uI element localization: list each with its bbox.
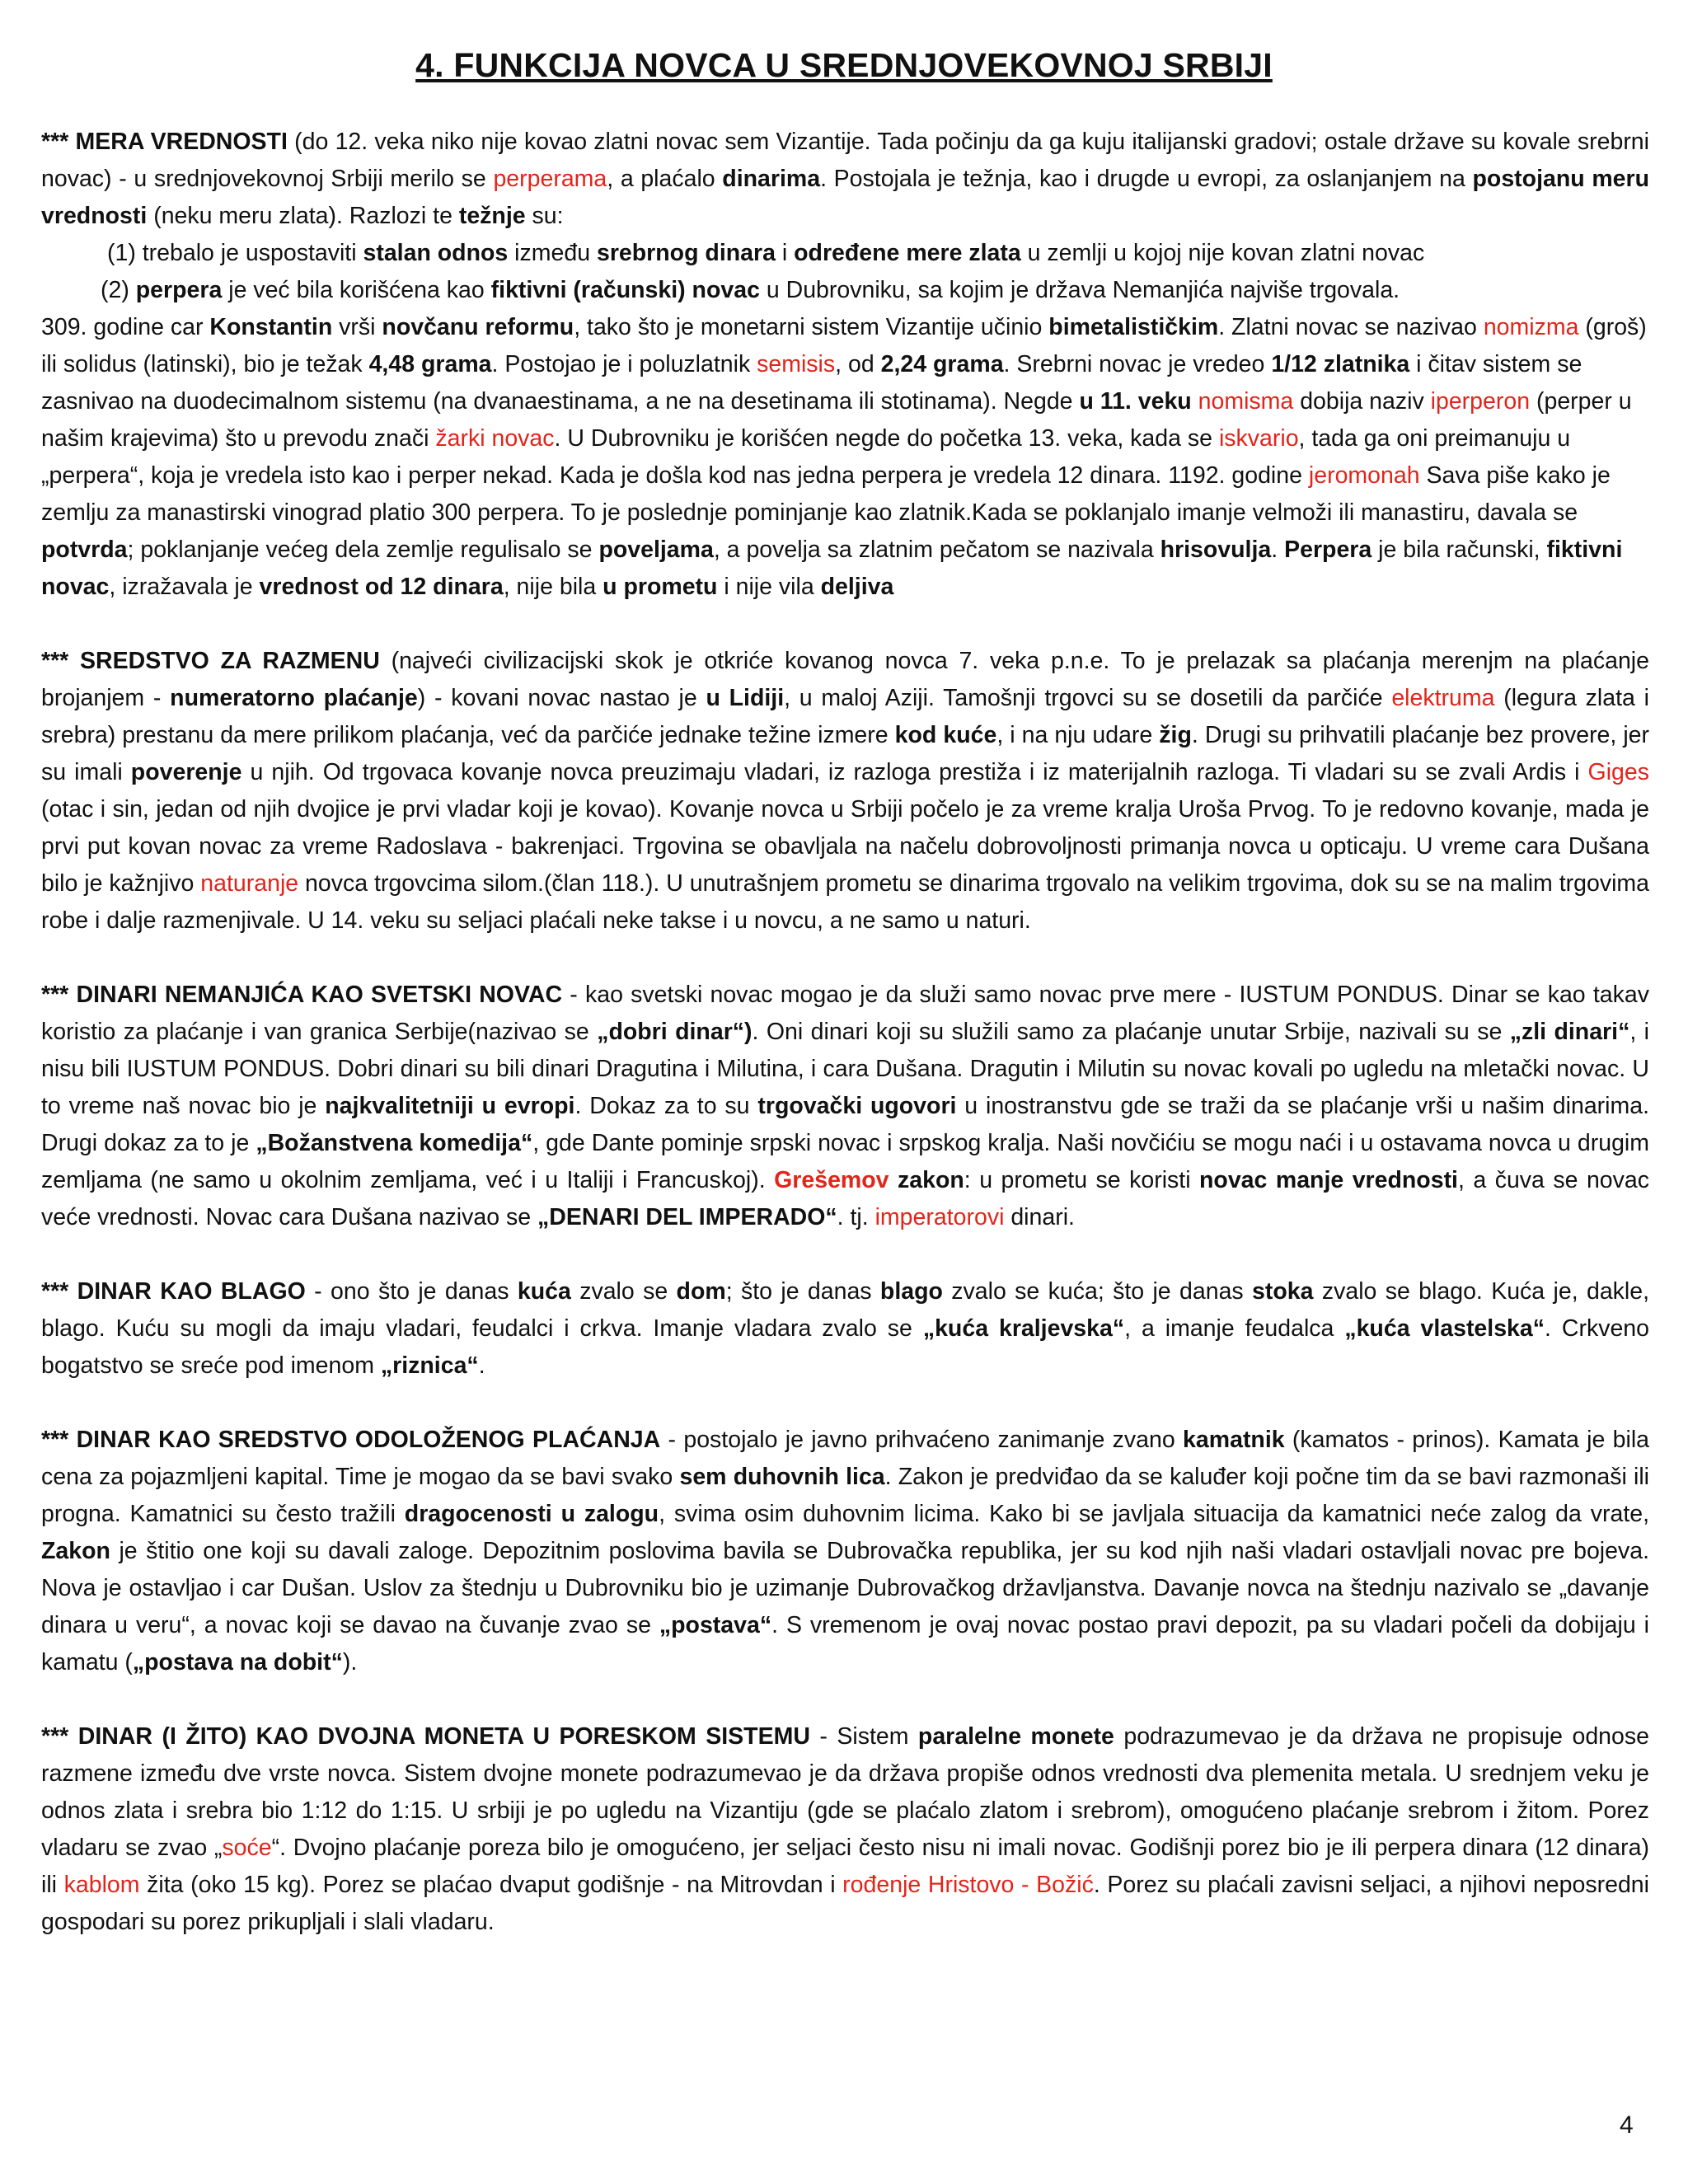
text-run: (do 12. veka niko nije kovao zlatni novac sem Vizantije. Tada počinju da ga kuju italijanski gradovi; ostale države su kovale srebrni novac) - u srednjovekovnoj Srbiji merilo se (41, 129, 1649, 192)
bold-term: srebrnog dinara (596, 240, 776, 266)
bold-term: numeratorno plaćanje (170, 685, 418, 711)
text-run: u inostranstvu gde se traži da se plaćanje vrši u našim dinarima. Drugi dokaz za to je (41, 1093, 1650, 1156)
text-run: je bila računski, (1372, 537, 1547, 563)
bold-term: u Lidiji (706, 685, 785, 711)
bold-term: deljiva (820, 574, 894, 600)
text-run: zvalo se kuća; što je danas (942, 1278, 1253, 1305)
section-sredstvo-za-razmenu (41, 643, 1649, 940)
bold-term: *** DINAR (I ŽITO) KAO DVOJNA MONETA U PORESKOM SISTEMU (41, 1723, 810, 1750)
highlighted-term: jeromonah (1308, 462, 1420, 489)
highlighted-term: iskvario (1218, 425, 1299, 452)
bold-term: 1/12 zlatnika (1271, 351, 1410, 377)
bold-term: Perpera (1284, 537, 1372, 563)
text-run: , a povelja sa zlatnim pečatom se nazivala (713, 537, 1160, 563)
text-run: (1) trebalo je uspostaviti (107, 240, 363, 266)
text-run: , tako što je monetarni sistem Vizantije učinio (574, 314, 1049, 340)
bold-term: paralelne monete (917, 1723, 1114, 1750)
text-run: je štitio one koji su davali zaloge. Depozitnim poslovima bavila se Dubrovačka republika, jer su kod njih naši vladari ostavljali novac pre bojeva. Nova je ostavljao i car Dušan. Uslov za štednju u Dubrovniku bio je uzimanje Dubrovačkog državljanstva. Davanje novca na štednju nazivalo se „davanje dinara u veru“, a novac koji se davao na čuvanje zvao se (41, 1538, 1649, 1638)
section-dinar-kao-blago (41, 1273, 1649, 1385)
bold-term: „postava na dobit“ (132, 1649, 343, 1675)
bold-term: u prometu (603, 574, 718, 600)
section-dinari-nemanjica (41, 977, 1649, 1236)
bold-term: stoka (1252, 1278, 1314, 1305)
bold-term: kuća (517, 1278, 571, 1305)
bold-term: „kuća vlastelska“ (1344, 1315, 1545, 1342)
text-run (1192, 388, 1198, 415)
text-run: . Porez su plaćali zavisni seljaci, a njihovi neposredni gospodari su porez prikupljali i slali vladaru. (41, 1872, 1649, 1935)
bold-term: kod kuće (894, 722, 997, 748)
bold-term: blago (879, 1278, 943, 1305)
bold-term: bimetalističkim (1048, 314, 1219, 340)
text-run: . Crkveno bogatstvo se sreće pod imenom (41, 1315, 1649, 1379)
page-title: 4. FUNKCIJA NOVCA U SREDNJOVEKOVNOJ SRBIJI (415, 46, 1273, 84)
text-run: (neku meru zlata). Razlozi te (147, 203, 459, 229)
highlighted-term: perperama (493, 166, 607, 192)
text-run: : u prometu se koristi (964, 1167, 1200, 1193)
bold-term: vrednost od 12 dinara (259, 574, 504, 600)
text-run: i nije vila (717, 574, 821, 600)
text-run: (2) (101, 277, 136, 303)
highlighted-term: rođenje Hristovo - Božić (842, 1872, 1094, 1898)
bold-term: perpera (135, 277, 223, 303)
text-run: u njih. Od trgovaca kovanje novca preuzimaju vladari, iz razloga prestiža i iz materijalnih razloga. Ti vladari su se zvali Ardis i (241, 759, 1588, 785)
text-run: i čitav sistem se zasnivao na duodecimalnom sistemu (na dvanaestinama, a ne na desetinama ili stotinama). Negde (41, 351, 1582, 415)
bold-term: poveljama (598, 537, 714, 563)
bold-term: trgovački ugovori (757, 1093, 957, 1119)
text-run: zvalo se blago. Kuća je, dakle, blago. Kuću su mogli da imaju vladari, feudalci i crkva. Imanje vladara zvalo se (41, 1278, 1650, 1342)
bold-term: *** DINAR KAO SREDSTVO ODOLOŽENOG PLAĆANJA (41, 1427, 661, 1453)
highlighted-term: naturanje (200, 870, 299, 897)
bold-term: *** DINARI NEMANJIĆA KAO SVETSKI NOVAC (41, 982, 563, 1008)
highlighted-term: semisis (757, 351, 836, 377)
bold-term: „zli dinari“ (1509, 1019, 1630, 1045)
paragraph-line (41, 272, 1649, 309)
bold-term: najkvalitetniji u evropi (325, 1093, 575, 1119)
text-run: , gde Dante pominje srpski novac i srpskog kralja. Naši novčićiu se mogu naći i u ostavama novca u drugim zemljama (ne samo u okolnim zemljama, već i u Italiji i Francuskoj). (41, 1130, 1649, 1193)
text-run: , od (835, 351, 881, 377)
text-run: (groš) ili solidus (latinski), bio je težak (41, 314, 1647, 377)
section-odlozeno-placanje (41, 1422, 1649, 1681)
text-run: , svima osim duhovnim licima. Kako bi se javljala situacija da kamatnici neće zalog da vrate, (659, 1501, 1650, 1527)
bold-term: postojanu meru vrednosti (41, 166, 1650, 229)
text-run: novca trgovcima silom.(član 118.). U unutrašnjem prometu se dinarima trgovalo na velikim trgovima, dok su se na malim trgovima robe i dalje razmenjivale. U 14. veku su seljaci plaćali neke takse i u novcu, a ne samo u naturi. (41, 870, 1649, 934)
text-run: (kamatos - prinos). Kamata je bila cena za pojazmljeni kapital. Time je mogao da se bavi svako (41, 1427, 1650, 1490)
text-run: , i na nju udare (996, 722, 1160, 748)
text-run: . Drugi su prihvatili plaćanje bez provere, jer su imali (41, 722, 1650, 785)
text-run: (legura zlata i srebra) prestanu da mere prilikom plaćanja, već da parčiće jednake težine izmere (41, 685, 1649, 748)
text-run: žita (oko 15 kg). Porez se plaćao dvaput godišnje - na Mitrovdan i (139, 1872, 843, 1898)
bold-term: „riznica“ (380, 1352, 479, 1379)
highlighted-term: kablom (63, 1872, 140, 1898)
text-run: . (1271, 537, 1285, 563)
bold-term: *** DINAR KAO BLAGO (41, 1278, 306, 1305)
bold-term: „kuća kraljevska“ (922, 1315, 1125, 1342)
text-run: , a plaćalo (607, 166, 723, 192)
page-number: 4 (1620, 2111, 1634, 2139)
text-run: . (478, 1352, 485, 1379)
text-run: podrazumevao je da država ne propisuje odnose razmene između dve vrste novca. Sistem dvojne monete podrazumevao je da država propiše odnos vrednosti dva plemenita metala. U srednjem veku je odnos zlata i srebra bio 1:12 do 1:15. U srbiji je po ugledu na Vizantiju (gde se plaćalo zlatom i srebrom), omogućeno plaćanje srebrom i žitom. Porez vladaru se zvao „ (41, 1723, 1649, 1861)
text-run: - ono što je danas (305, 1278, 518, 1305)
text-run: . Postojala je težnja, kao i drugde u evropi, za oslanjanjem na (820, 166, 1473, 192)
bold-term: „dobri dinar“) (597, 1019, 753, 1045)
bold-term: kamatnik (1183, 1427, 1285, 1453)
bold-term: žig (1159, 722, 1192, 748)
text-run: ) - kovani novac nastao je (417, 685, 706, 711)
text-run: dobija naziv (1293, 388, 1431, 415)
bold-term: *** MERA VREDNOSTI (41, 129, 288, 155)
text-run: je već bila korišćena kao (222, 277, 491, 303)
text-run: , u maloj Aziji. Tamošnji trgovci su se dosetili da parčiće (784, 685, 1392, 711)
text-run: u Dubrovniku, sa kojim je država Nemanjića najviše trgovala. (759, 277, 1400, 303)
bold-term: fiktivni (računski) novac (490, 277, 760, 303)
highlighted-term: soće (222, 1835, 272, 1861)
highlighted-term: imperatorovi (874, 1204, 1005, 1230)
text-run: “. Dvojno plaćanje poreza bilo je omogućeno, jer seljaci često nisu ni imali novac. Godišnji porez bio je ili perpera dinara (12 dinara) ili (41, 1835, 1649, 1898)
text-run: dinari. (1004, 1204, 1075, 1230)
bold-term: novac manje vrednosti (1199, 1167, 1458, 1193)
highlighted-term: nomizma (1483, 314, 1579, 340)
bold-term: stalan odnos (363, 240, 509, 266)
text-run: . Zlatni novac se nazivao (1218, 314, 1484, 340)
text-run: su: (525, 203, 564, 229)
section-mera-vrednosti (41, 124, 1649, 606)
bold-term: *** SREDSTVO ZA RAZMENU (41, 648, 380, 674)
text-run: . Oni dinari koji su služili samo za plaćanje unutar Srbije, nazivali su se (752, 1019, 1510, 1045)
text-run: , tada ga oni preimanuju u „perpera“, koja je vredela isto kao i perper nekad. Kada je došla kod nas jedna perpera je vredela 12 dinara. 1192. godine (41, 425, 1571, 489)
bold-term: 2,24 grama (880, 351, 1004, 377)
highlighted-term: iperperon (1430, 388, 1531, 415)
text-run: . Zakon je predviđao da se kaluđer koji počne tim da se bavi razmonaši ili progna. Kamatnici su često tražili (41, 1464, 1649, 1527)
bold-term: „Božanstvena komedija“ (256, 1130, 533, 1156)
bold-term: hrisovulja (1160, 537, 1272, 563)
highlighted-term: žarki novac (435, 425, 555, 452)
text-run: između (508, 240, 597, 266)
bold-term: Konstantin (209, 314, 333, 340)
text-run (889, 1167, 898, 1193)
bold-term: potvrda (41, 537, 128, 563)
bold-term: novčanu reformu (382, 314, 574, 340)
text-run: , a imanje feudalca (1124, 1315, 1345, 1342)
text-run: (otac i sin, jedan od njih dvojice je prvi vladar koji je kovao). Kovanje novca u Srbiji počelo je za vreme kralja Uroša Prvog. To je redovno kovanje, mada je prvi put kovan novac za vreme Radoslava - bakrenjaci. Trgovina se obavljala na načelu dobrovoljnosti primanja novca u opticaju. U vreme cara Dušana bilo je kažnjivo (41, 796, 1649, 897)
text-run: . Dokaz za to su (574, 1093, 758, 1119)
paragraph-line (41, 309, 1649, 606)
text-run: 309. godine car (41, 314, 210, 340)
text-run: Sava piše kako je zemlju za manastirski vinograd platio 300 perpera. To je poslednje pominjanje kao zlatnik.Kada se poklanjalo imanje velmoži ili manastiru, davala se (41, 462, 1611, 526)
section-dvojna-moneta (41, 1718, 1649, 1941)
text-run: ). (342, 1649, 358, 1675)
text-run: ; što je danas (725, 1278, 880, 1305)
paragraph-line (41, 235, 1649, 272)
text-run: . S vremenom je ovaj novac postao pravi depozit, pa su vladari počeli da dobijaju i kamatu ( (41, 1612, 1649, 1675)
text-run: ; poklanjanje većeg dela zemlje regulisalo se (127, 537, 599, 563)
bold-term: Zakon (41, 1538, 110, 1564)
bold-term: u 11. veku (1079, 388, 1192, 415)
text-run: - postojalo je javno prihvaćeno zanimanje zvano (660, 1427, 1184, 1453)
text-run: - Sistem (809, 1723, 918, 1750)
text-run: zvalo se (570, 1278, 677, 1305)
text-run: i (775, 240, 795, 266)
bold-term: zakon (898, 1167, 964, 1193)
highlighted-term: nomisma (1198, 388, 1294, 415)
document-body (41, 124, 1649, 1941)
text-run: , izražavala je (109, 574, 260, 600)
bold-term: 4,48 grama (368, 351, 492, 377)
text-run: . U Dubrovniku je korišćen negde do početka 13. veka, kada se (554, 425, 1219, 452)
highlighted-term: elektruma (1391, 685, 1495, 711)
text-run: u zemlji u kojoj nije kovan zlatni novac (1020, 240, 1425, 266)
text-run: vrši (332, 314, 382, 340)
highlighted-term: Grešemov (774, 1167, 889, 1193)
text-run: , nije bila (503, 574, 603, 600)
highlighted-term: Giges (1587, 759, 1649, 785)
bold-term: dragocenosti u zalogu (404, 1501, 659, 1527)
text-run: - kao svetski novac mogao je da služi samo novac prve mere - IUSTUM PONDUS. Dinar se kao takav koristio za plaćanje i van granica Serbije(nazivao se (41, 982, 1649, 1045)
bold-term: „DENARI DEL IMPERADO“ (537, 1204, 837, 1230)
bold-term: određene mere zlata (794, 240, 1021, 266)
bold-term: težnje (458, 203, 526, 229)
bold-term: „postava“ (659, 1612, 772, 1638)
bold-term: fiktivni novac (41, 537, 1623, 600)
text-run: . Srebrni novac je vredeo (1003, 351, 1272, 377)
text-run: . tj. (837, 1204, 875, 1230)
text-run: . Postojao je i poluzlatnik (491, 351, 757, 377)
bold-term: dom (676, 1278, 726, 1305)
text-run: (najveći civilizacijski skok je otkriće kovanog novca 7. veka p.n.e. To je prelazak sa plaćanja merenjm na plaćanje brojanjem - (41, 648, 1649, 711)
bold-term: poverenje (130, 759, 242, 785)
text-run: , i nisu bili IUSTUM PONDUS. Dobri dinari su bili dinari Dragutina i Milutina, i cara Dušana. Dragutin i Milutin su novac kovali po ugledu na mletački novac. U to vreme naš novac bio je (41, 1019, 1649, 1119)
bold-term: sem duhovnih lica (679, 1464, 885, 1490)
bold-term: dinarima (722, 166, 821, 192)
text-run: (perper u našim krajevima) što u prevodu znači (41, 388, 1632, 452)
text-run: , a čuva se novac veće vrednosti. Novac cara Dušana nazivao se (41, 1167, 1650, 1230)
